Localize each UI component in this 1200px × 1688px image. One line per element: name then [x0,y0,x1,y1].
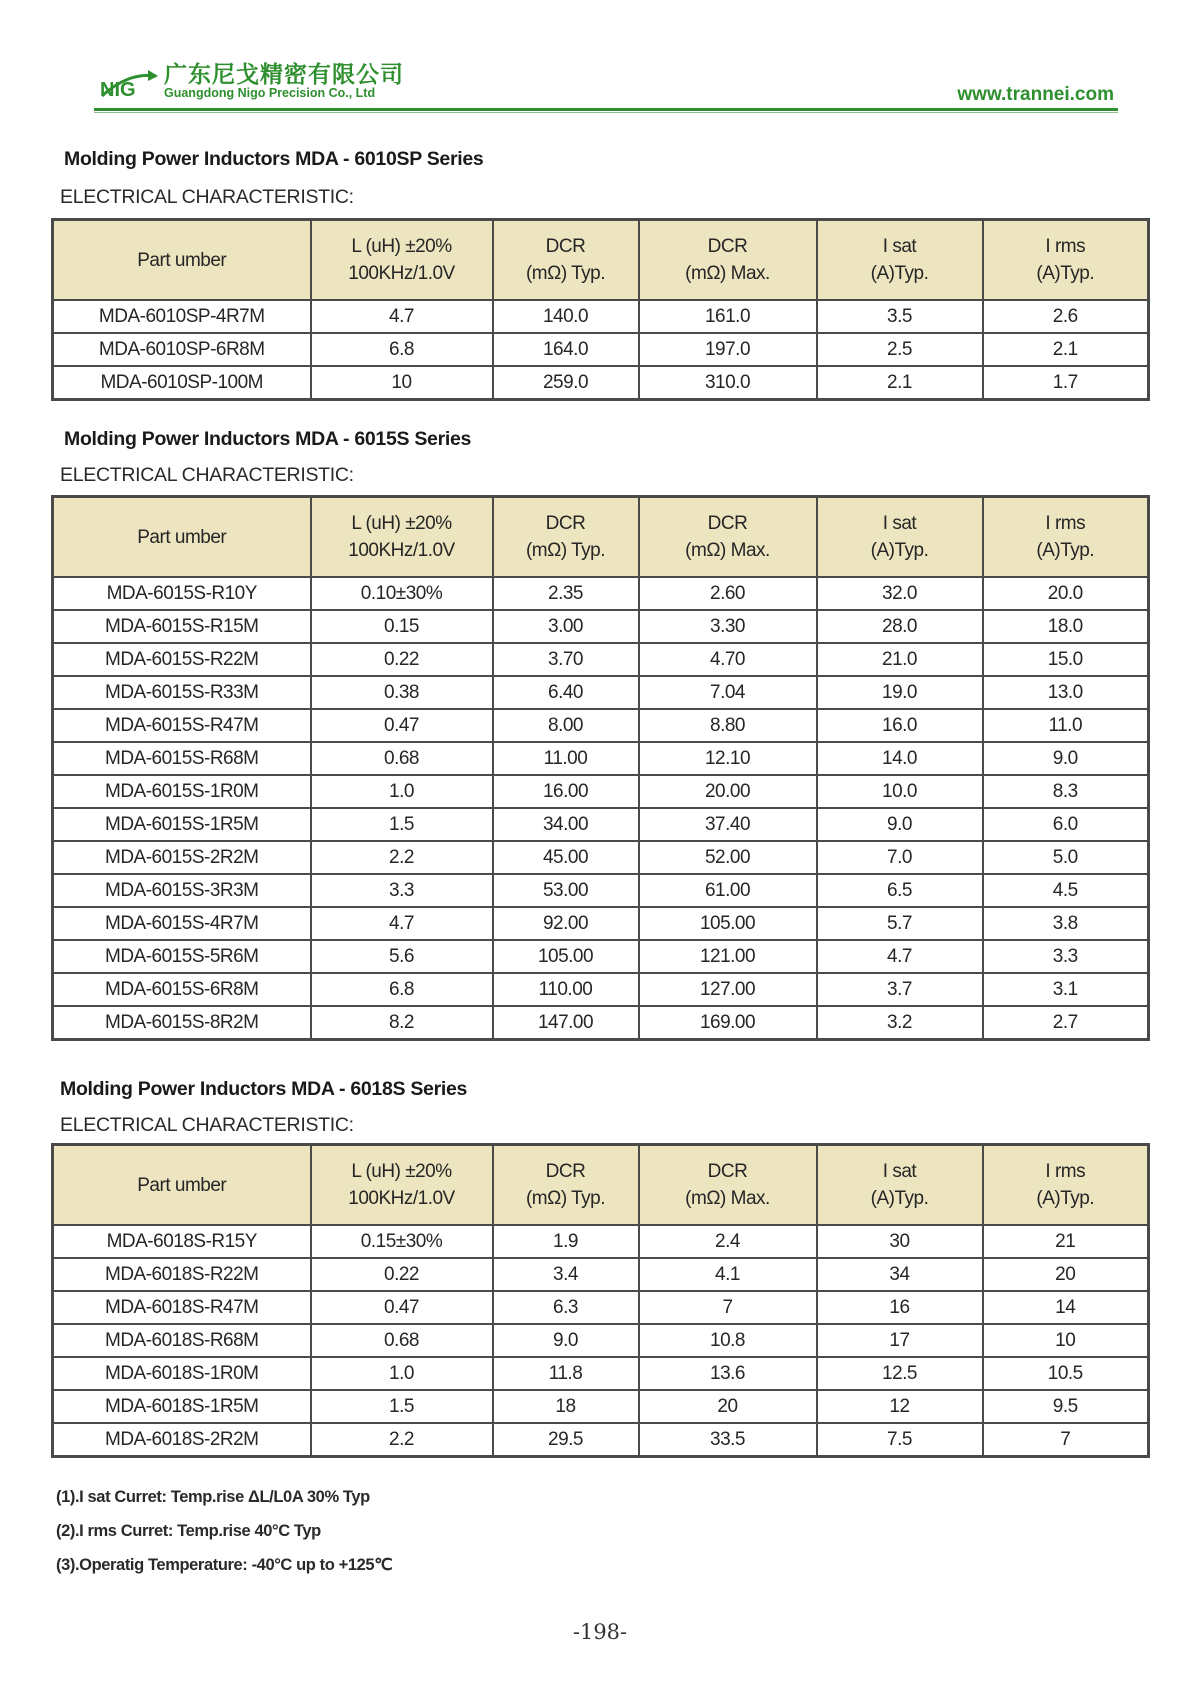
header-label-line2: (mΩ) Max. [685,540,770,561]
header-label-line2: 100KHz/1.0V [348,263,455,284]
header-label-line1: DCR [707,236,748,257]
isat-cell: 5.7 [817,907,983,940]
dcr-typ-cell: 92.00 [493,907,639,940]
dcr-typ-cell: 3.00 [493,610,639,643]
part-number-cell: MDA-6015S-R33M [53,676,311,709]
dcr-max-cell: 52.00 [639,841,817,874]
logo-text: NIG [100,79,136,100]
irms-cell: 7 [983,1423,1149,1457]
inductance-cell: 1.0 [311,775,493,808]
table-row [53,676,1149,709]
part-number-cell: MDA-6018S-1R5M [53,1390,311,1423]
table-row [53,1324,1149,1357]
header-label-line2: (mΩ) Max. [685,263,770,284]
dcr-max-cell: 37.40 [639,808,817,841]
dcr-max-cell: 7.04 [639,676,817,709]
header-col-part [53,497,311,578]
dcr-typ-cell: 3.4 [493,1258,639,1291]
isat-cell: 14.0 [817,742,983,775]
dcr-typ-cell: 18 [493,1390,639,1423]
header-label-line2: (mΩ) Typ. [525,1188,606,1209]
dcr-max-cell: 7 [639,1291,817,1324]
table-row [53,1291,1149,1324]
irms-cell: 2.6 [983,300,1149,333]
irms-cell: 15.0 [983,643,1149,676]
dcr-typ-cell: 140.0 [493,300,639,333]
dcr-max-cell: 2.4 [639,1225,817,1258]
isat-cell: 6.5 [817,874,983,907]
irms-cell: 2.1 [983,333,1149,366]
header-label-line1: I sat [882,1161,917,1182]
isat-cell: 21.0 [817,643,983,676]
header-label-line1: L (uH) ±20% [351,236,452,257]
table-row [53,940,1149,973]
header-col-inductance [311,220,493,301]
dcr-max-cell: 197.0 [639,333,817,366]
footnote-irms: (2).I rms Curret: Temp.rise 40°C Typ [56,1522,321,1540]
inductance-cell: 4.7 [311,907,493,940]
isat-cell: 3.2 [817,1006,983,1040]
header-col-dcr-typ [493,1145,639,1226]
header-label-line1: Part umber [137,526,227,548]
inductance-cell: 10 [311,366,493,400]
header-col-dcr-max [639,497,817,578]
table-row [53,333,1149,366]
dcr-max-cell: 127.00 [639,973,817,1006]
header-label-line2: (A)Typ. [870,540,929,561]
part-number-cell: MDA-6010SP-4R7M [53,300,311,333]
inductance-cell: 0.47 [311,709,493,742]
dcr-max-cell: 310.0 [639,366,817,400]
inductance-cell: 6.8 [311,333,493,366]
header-col-irms [983,497,1149,578]
dcr-max-cell: 61.00 [639,874,817,907]
table-row [53,1357,1149,1390]
part-number-cell: MDA-6015S-6R8M [53,973,311,1006]
isat-cell: 10.0 [817,775,983,808]
section-title-6010sp: Molding Power Inductors MDA - 6010SP Series [64,148,484,170]
header-label-line1: Part umber [137,249,227,271]
header-label-line1: DCR [707,513,748,534]
isat-cell: 28.0 [817,610,983,643]
header-col-irms [983,220,1149,301]
dcr-max-cell: 20.00 [639,775,817,808]
isat-cell: 32.0 [817,577,983,610]
irms-cell: 21 [983,1225,1149,1258]
table-row [53,709,1149,742]
dcr-typ-cell: 6.40 [493,676,639,709]
part-number-cell: MDA-6015S-R15M [53,610,311,643]
dcr-typ-cell: 110.00 [493,973,639,1006]
dcr-typ-cell: 1.9 [493,1225,639,1258]
irms-cell: 5.0 [983,841,1149,874]
isat-cell: 12 [817,1390,983,1423]
header-label-line1: DCR [707,1161,748,1182]
irms-cell: 6.0 [983,808,1149,841]
header-label-line1: I sat [882,236,917,257]
header-divider-thin [94,112,1118,113]
dcr-typ-cell: 11.8 [493,1357,639,1390]
header-col-dcr-typ [493,220,639,301]
header-label-line2: (A)Typ. [1036,263,1095,284]
header-col-isat [817,497,983,578]
isat-cell: 16.0 [817,709,983,742]
dcr-typ-cell: 164.0 [493,333,639,366]
isat-cell: 3.7 [817,973,983,1006]
table-row [53,1258,1149,1291]
inductance-cell: 0.22 [311,643,493,676]
table-header-row [53,1145,1149,1226]
header-col-part [53,220,311,301]
inductance-cell: 1.5 [311,808,493,841]
irms-cell: 3.3 [983,940,1149,973]
header-label-line1: DCR [545,236,586,257]
header-col-isat [817,1145,983,1226]
dcr-max-cell: 4.70 [639,643,817,676]
part-number-cell: MDA-6015S-R22M [53,643,311,676]
page-header [0,0,1200,120]
dcr-typ-cell: 105.00 [493,940,639,973]
inductance-cell: 1.0 [311,1357,493,1390]
table-header-row [53,497,1149,578]
inductance-cell: 0.15±30% [311,1225,493,1258]
irms-cell: 18.0 [983,610,1149,643]
part-number-cell: MDA-6015S-4R7M [53,907,311,940]
dcr-max-cell: 161.0 [639,300,817,333]
dcr-max-cell: 2.60 [639,577,817,610]
table-row [53,742,1149,775]
isat-cell: 12.5 [817,1357,983,1390]
irms-cell: 13.0 [983,676,1149,709]
header-label-line2: (A)Typ. [870,1188,929,1209]
inductance-cell: 0.22 [311,1258,493,1291]
header-divider [94,108,1118,111]
header-col-dcr-typ [493,497,639,578]
part-number-cell: MDA-6015S-1R5M [53,808,311,841]
dcr-typ-cell: 34.00 [493,808,639,841]
part-number-cell: MDA-6018S-R68M [53,1324,311,1357]
website-link[interactable]: www.trannei.com [957,84,1114,105]
page-number: -198- [572,1620,628,1644]
table-row [53,874,1149,907]
header-label-line1: I sat [882,513,917,534]
table-row [53,775,1149,808]
table-row [53,1225,1149,1258]
table-row [53,643,1149,676]
dcr-max-cell: 33.5 [639,1423,817,1457]
header-label-line1: L (uH) ±20% [351,1161,452,1182]
header-label-line1: I rms [1045,513,1086,534]
table-row [53,577,1149,610]
table-row [53,907,1149,940]
inductance-cell: 0.47 [311,1291,493,1324]
dcr-max-cell: 10.8 [639,1324,817,1357]
part-number-cell: MDA-6010SP-100M [53,366,311,400]
spec-table-6018s [51,1143,1150,1458]
header-label-line1: DCR [545,1161,586,1182]
header-col-part [53,1145,311,1226]
dcr-max-cell: 4.1 [639,1258,817,1291]
isat-cell: 17 [817,1324,983,1357]
nig-logo-icon [98,66,160,100]
part-number-cell: MDA-6015S-8R2M [53,1006,311,1040]
dcr-typ-cell: 16.00 [493,775,639,808]
part-number-cell: MDA-6015S-1R0M [53,775,311,808]
inductance-cell: 0.68 [311,1324,493,1357]
dcr-typ-cell: 11.00 [493,742,639,775]
inductance-cell: 1.5 [311,1390,493,1423]
table-row [53,366,1149,400]
company-name-cn: 广东尼戈精密有限公司 [164,61,404,88]
dcr-typ-cell: 29.5 [493,1423,639,1457]
part-number-cell: MDA-6015S-3R3M [53,874,311,907]
header-label-line1: Part umber [137,1174,227,1196]
isat-cell: 2.1 [817,366,983,400]
header-label-line2: (A)Typ. [1036,1188,1095,1209]
irms-cell: 20.0 [983,577,1149,610]
irms-cell: 8.3 [983,775,1149,808]
isat-cell: 3.5 [817,300,983,333]
irms-cell: 4.5 [983,874,1149,907]
table-row [53,1006,1149,1040]
inductance-cell: 0.68 [311,742,493,775]
inductance-cell: 0.10±30% [311,577,493,610]
header-col-dcr-max [639,220,817,301]
inductance-cell: 3.3 [311,874,493,907]
header-label-line2: (mΩ) Typ. [525,540,606,561]
header-label-line1: L (uH) ±20% [351,513,452,534]
isat-cell: 19.0 [817,676,983,709]
dcr-typ-cell: 6.3 [493,1291,639,1324]
part-number-cell: MDA-6018S-R15Y [53,1225,311,1258]
isat-cell: 7.0 [817,841,983,874]
inductance-cell: 0.15 [311,610,493,643]
dcr-typ-cell: 2.35 [493,577,639,610]
header-col-inductance [311,497,493,578]
dcr-max-cell: 20 [639,1390,817,1423]
part-number-cell: MDA-6015S-R10Y [53,577,311,610]
part-number-cell: MDA-6018S-1R0M [53,1357,311,1390]
inductance-cell: 5.6 [311,940,493,973]
table-header-row [53,220,1149,301]
dcr-max-cell: 169.00 [639,1006,817,1040]
dcr-typ-cell: 8.00 [493,709,639,742]
company-logo [98,52,458,104]
dcr-typ-cell: 3.70 [493,643,639,676]
inductance-cell: 2.2 [311,841,493,874]
company-name-en: Guangdong Nigo Precision Co., Ltd [164,86,376,100]
irms-cell: 20 [983,1258,1149,1291]
inductance-cell: 2.2 [311,1423,493,1457]
spec-table-6015s [51,495,1150,1041]
part-number-cell: MDA-6010SP-6R8M [53,333,311,366]
header-label-line2: (A)Typ. [1036,540,1095,561]
part-number-cell: MDA-6018S-R22M [53,1258,311,1291]
footnote-isat: (1).I sat Curret: Temp.rise ΔL/L0A 30% Typ [56,1488,370,1506]
dcr-max-cell: 3.30 [639,610,817,643]
irms-cell: 10.5 [983,1357,1149,1390]
table-row [53,808,1149,841]
irms-cell: 2.7 [983,1006,1149,1040]
header-label-line2: 100KHz/1.0V [348,1188,455,1209]
dcr-typ-cell: 53.00 [493,874,639,907]
isat-cell: 16 [817,1291,983,1324]
dcr-typ-cell: 45.00 [493,841,639,874]
isat-cell: 30 [817,1225,983,1258]
section-subtitle-6018s: ELECTRICAL CHARACTERISTIC: [60,1114,354,1136]
section-title-6018s: Molding Power Inductors MDA - 6018S Series [60,1078,468,1100]
table-row [53,300,1149,333]
header-label-line2: 100KHz/1.0V [348,540,455,561]
table-row [53,973,1149,1006]
header-label-line2: (A)Typ. [870,263,929,284]
dcr-typ-cell: 147.00 [493,1006,639,1040]
irms-cell: 14 [983,1291,1149,1324]
isat-cell: 2.5 [817,333,983,366]
header-col-dcr-max [639,1145,817,1226]
part-number-cell: MDA-6015S-R68M [53,742,311,775]
table-row [53,841,1149,874]
irms-cell: 9.5 [983,1390,1149,1423]
spec-table-6010sp [51,218,1150,401]
section-subtitle-6010sp: ELECTRICAL CHARACTERISTIC: [60,186,354,208]
table-row [53,610,1149,643]
footnotes [56,1480,392,1582]
irms-cell: 1.7 [983,366,1149,400]
dcr-max-cell: 8.80 [639,709,817,742]
irms-cell: 3.1 [983,973,1149,1006]
header-col-irms [983,1145,1149,1226]
dcr-typ-cell: 259.0 [493,366,639,400]
header-col-inductance [311,1145,493,1226]
dcr-max-cell: 105.00 [639,907,817,940]
part-number-cell: MDA-6018S-R47M [53,1291,311,1324]
part-number-cell: MDA-6015S-5R6M [53,940,311,973]
header-label-line1: I rms [1045,1161,1086,1182]
part-number-cell: MDA-6018S-2R2M [53,1423,311,1457]
table-row [53,1390,1149,1423]
isat-cell: 4.7 [817,940,983,973]
inductance-cell: 8.2 [311,1006,493,1040]
irms-cell: 10 [983,1324,1149,1357]
footnote-temperature: (3).Operatig Temperature: -40°C up to +125℃ [56,1556,393,1574]
header-col-isat [817,220,983,301]
section-title-6015s: Molding Power Inductors MDA - 6015S Series [64,428,472,450]
dcr-max-cell: 121.00 [639,940,817,973]
dcr-max-cell: 13.6 [639,1357,817,1390]
part-number-cell: MDA-6015S-2R2M [53,841,311,874]
dcr-typ-cell: 9.0 [493,1324,639,1357]
section-subtitle-6015s: ELECTRICAL CHARACTERISTIC: [60,464,354,486]
isat-cell: 34 [817,1258,983,1291]
header-label-line1: DCR [545,513,586,534]
irms-cell: 11.0 [983,709,1149,742]
table-row [53,1423,1149,1457]
irms-cell: 9.0 [983,742,1149,775]
part-number-cell: MDA-6015S-R47M [53,709,311,742]
header-label-line2: (mΩ) Max. [685,1188,770,1209]
isat-cell: 9.0 [817,808,983,841]
inductance-cell: 6.8 [311,973,493,1006]
inductance-cell: 4.7 [311,300,493,333]
header-label-line1: I rms [1045,236,1086,257]
irms-cell: 3.8 [983,907,1149,940]
isat-cell: 7.5 [817,1423,983,1457]
dcr-max-cell: 12.10 [639,742,817,775]
header-label-line2: (mΩ) Typ. [525,263,606,284]
inductance-cell: 0.38 [311,676,493,709]
